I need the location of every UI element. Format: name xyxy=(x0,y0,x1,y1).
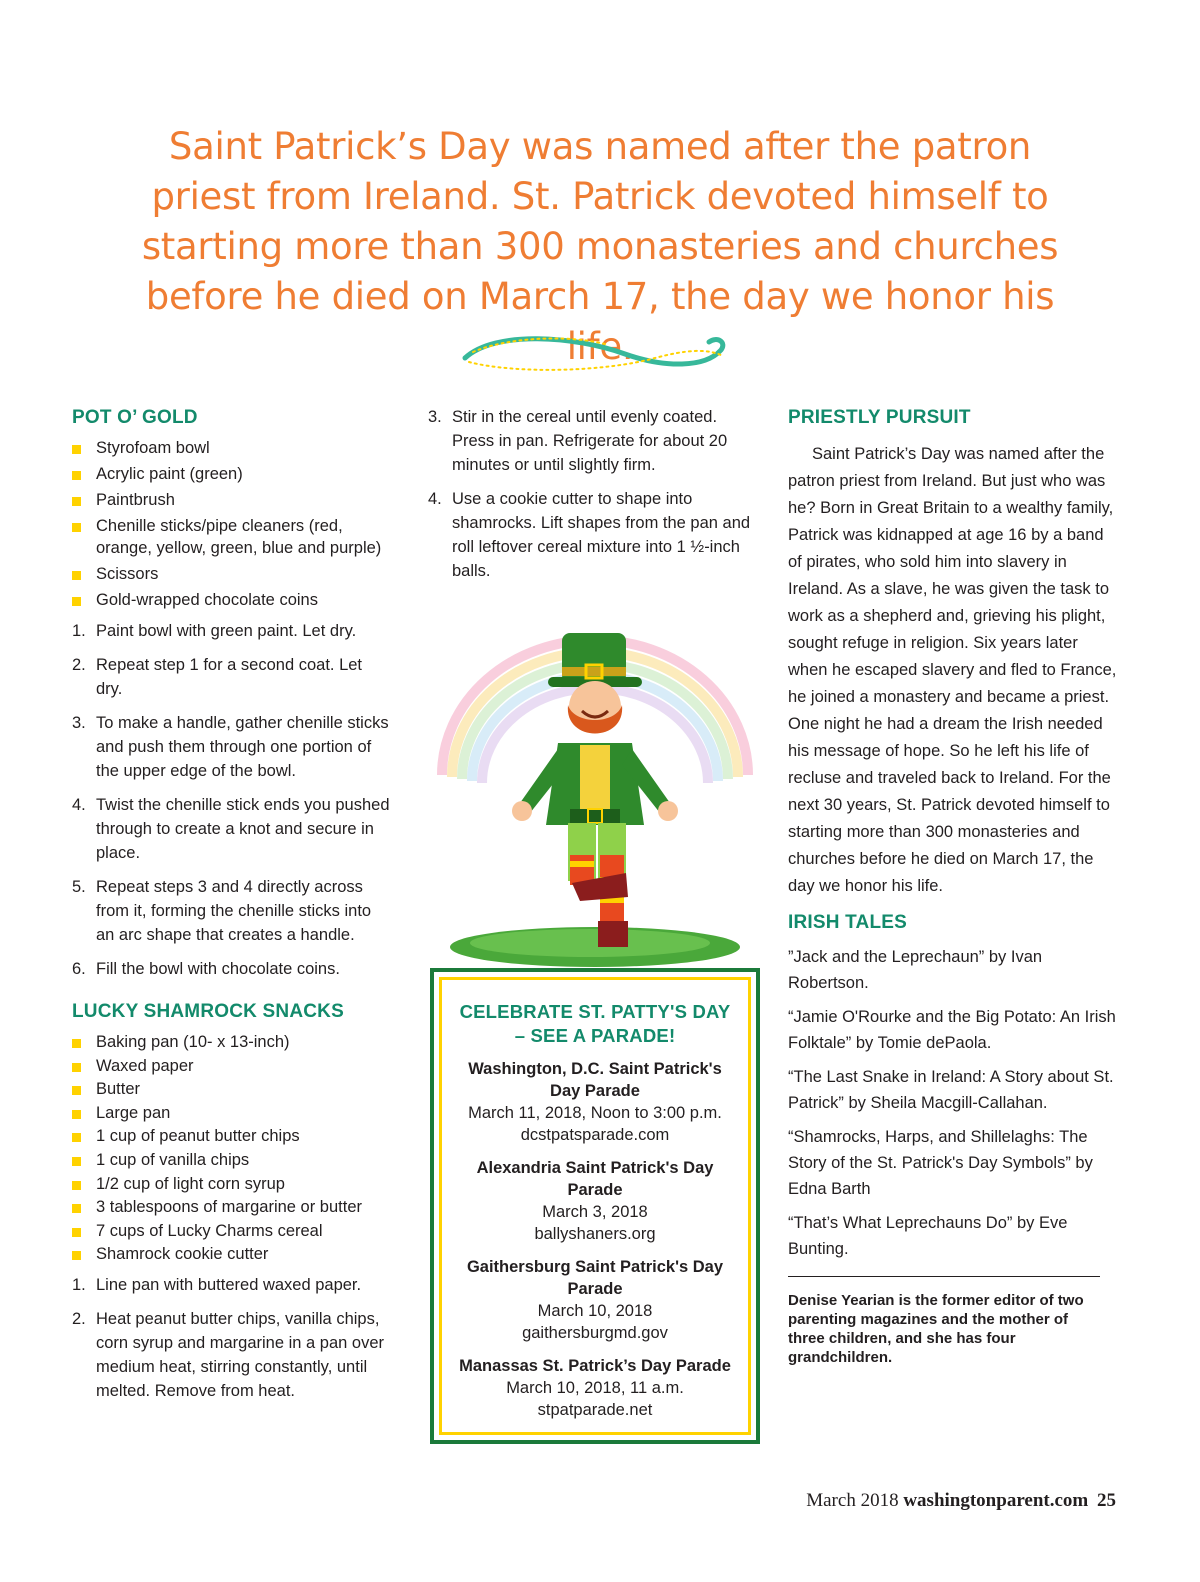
parade-entry xyxy=(456,1157,734,1245)
parade-website: ballyshaners.org xyxy=(534,1225,656,1243)
parade-name: Manassas St. Patrick’s Day Parade xyxy=(459,1357,731,1375)
parade-date: March 10, 2018, 11 a.m. xyxy=(506,1379,684,1397)
page-footer xyxy=(806,1490,1116,1512)
list-item: 7 cups of Lucky Charms cereal xyxy=(72,1220,392,1242)
list-item: Waxed paper xyxy=(72,1055,392,1077)
parade-website: dcstpatsparade.com xyxy=(520,1126,670,1144)
parade-entry xyxy=(456,1256,734,1344)
parade-name: Alexandria Saint Patrick's Day Parade xyxy=(476,1159,714,1199)
lucky-shamrock-steps xyxy=(72,1273,392,1403)
page-number: 25 xyxy=(1097,1490,1116,1511)
list-item: Scissors xyxy=(72,563,392,585)
parade-website: stpatparade.net xyxy=(537,1401,653,1419)
column-right xyxy=(788,405,1118,1367)
column-middle xyxy=(428,405,763,593)
book-item: “The Last Snake in Ireland: A Story about St. Patrick” by Sheila Macgill-Callahan. xyxy=(788,1068,1114,1112)
list-item: Styrofoam bowl xyxy=(72,437,392,459)
step-item: 1. Paint bowl with green paint. Let dry. xyxy=(72,622,357,640)
book-item: “Shamrocks, Harps, and Shillelaghs: The Story of the St. Patrick's Day Symbols” by Edna Barth xyxy=(788,1128,1093,1198)
pot-o-gold-steps xyxy=(72,619,392,981)
book-item: ”Jack and the Leprechaun” by Ivan Robertson. xyxy=(788,948,1043,992)
step-item: 4. Use a cookie cutter to shape into shamrocks. Lift shapes from the pan and roll leftover cereal mixture into 1 ½-inch balls. xyxy=(428,490,751,580)
parade-website: gaithersburgmd.gov xyxy=(522,1324,668,1342)
step-item: 3. To make a handle, gather chenille sticks and push them through one portion of the upper edge of the bowl. xyxy=(72,714,389,780)
parade-name: Washington, D.C. Saint Patrick's Day Parade xyxy=(468,1060,722,1100)
step-item: 2. Heat peanut butter chips, vanilla chips, corn syrup and margarine in a pan over medium heat, stirring constantly, until melted. Remove from heat. xyxy=(72,1310,384,1401)
parade-date: March 3, 2018 xyxy=(542,1203,648,1221)
lucky-shamrock-heading: LUCKY SHAMROCK SNACKS xyxy=(72,1001,344,1022)
book-item: “Jamie O'Rourke and the Big Potato: An Irish Folktale” by Tomie dePaola. xyxy=(788,1008,1116,1052)
list-item: 1 cup of vanilla chips xyxy=(72,1149,392,1171)
footer-issue: March 2018 xyxy=(806,1490,899,1511)
parade-box-heading: CELEBRATE ST. PATTY'S DAY – SEE A PARADE! xyxy=(459,1001,731,1046)
leprechaun-illustration xyxy=(430,625,760,970)
lucky-shamrock-supplies xyxy=(72,1031,392,1265)
parade-date: March 10, 2018 xyxy=(537,1302,653,1320)
list-item: Baking pan (10- x 13-inch) xyxy=(72,1031,392,1053)
list-item: 3 tablespoons of margarine or butter xyxy=(72,1196,392,1218)
list-item: Paintbrush xyxy=(72,489,392,511)
decorative-swirl xyxy=(455,328,735,380)
irish-tales-heading: IRISH TALES xyxy=(788,912,908,933)
list-item: Large pan xyxy=(72,1102,392,1124)
book-item: “That’s What Leprechauns Do” by Eve Bunting. xyxy=(788,1214,1068,1258)
pull-quote: Saint Patrick’s Day was named after the patron priest from Ireland. St. Patrick devoted himself to starting more than 300 monasteries and churches before he died on March 17, the day we honor his life. xyxy=(141,125,1059,368)
step-item: 2. Repeat step 1 for a second coat. Let dry. xyxy=(72,656,363,698)
parade-entry xyxy=(456,1058,734,1146)
lucky-shamrock-steps-continued xyxy=(428,405,763,583)
author-bio: Denise Yearian is the former editor of two parenting magazines and the mother of three children, and she has four grandchildren. xyxy=(788,1292,1084,1366)
list-item: Shamrock cookie cutter xyxy=(72,1243,392,1265)
step-item: 6. Fill the bowl with chocolate coins. xyxy=(72,960,340,978)
pot-o-gold-heading: POT O’ GOLD xyxy=(72,407,198,428)
list-item: Butter xyxy=(72,1078,392,1100)
parade-name: Gaithersburg Saint Patrick's Day Parade xyxy=(466,1258,724,1298)
step-item: 4. Twist the chenille stick ends you pushed through to create a knot and secure in place. xyxy=(72,796,390,862)
parade-date: March 11, 2018, Noon to 3:00 p.m. xyxy=(468,1104,722,1122)
list-item: Acrylic paint (green) xyxy=(72,463,392,485)
list-item: Gold-wrapped chocolate coins xyxy=(72,589,392,611)
list-item: Chenille sticks/pipe cleaners (red, orange, yellow, green, blue and purple) xyxy=(72,515,392,559)
pot-o-gold-supplies xyxy=(72,437,392,611)
priestly-pursuit-heading: PRIESTLY PURSUIT xyxy=(788,407,971,428)
parade-entry xyxy=(456,1355,734,1421)
list-item: 1 cup of peanut butter chips xyxy=(72,1125,392,1147)
parade-box xyxy=(430,968,760,1444)
footer-domain: washingtonparent.com xyxy=(903,1490,1089,1511)
step-item: 5. Repeat steps 3 and 4 directly across from it, forming the chenille sticks into an arc shape that creates a handle. xyxy=(72,878,372,944)
step-item: 3. Stir in the cereal until evenly coated. Press in pan. Refrigerate for about 20 minutes or until slightly firm. xyxy=(428,408,728,474)
list-item: 1/2 cup of light corn syrup xyxy=(72,1173,392,1195)
divider xyxy=(788,1276,1100,1277)
step-item: 1. Line pan with buttered waxed paper. xyxy=(72,1276,362,1295)
column-left xyxy=(72,405,392,1413)
priestly-pursuit-body: Saint Patrick’s Day was named after the patron priest from Ireland. But just who was he? Born in Great Britain to a wealthy family, Patrick was kidnapped at age 16 by a band of pirates, who sold him into slavery in Ireland. As a slave, he was given the task to work as a shepherd and, grieving his plight, sought refuge in religion. Six years later when he escaped slavery and fled to France, he joined a monastery and became a priest. One night he had a dream the Irish needed his message of hope. So he left his life of recluse and traveled back to Ireland. For the next 30 years, St. Patrick devoted himself to starting more than 300 monasteries and churches before he died on March 17, the day we honor his life. xyxy=(788,445,1117,895)
